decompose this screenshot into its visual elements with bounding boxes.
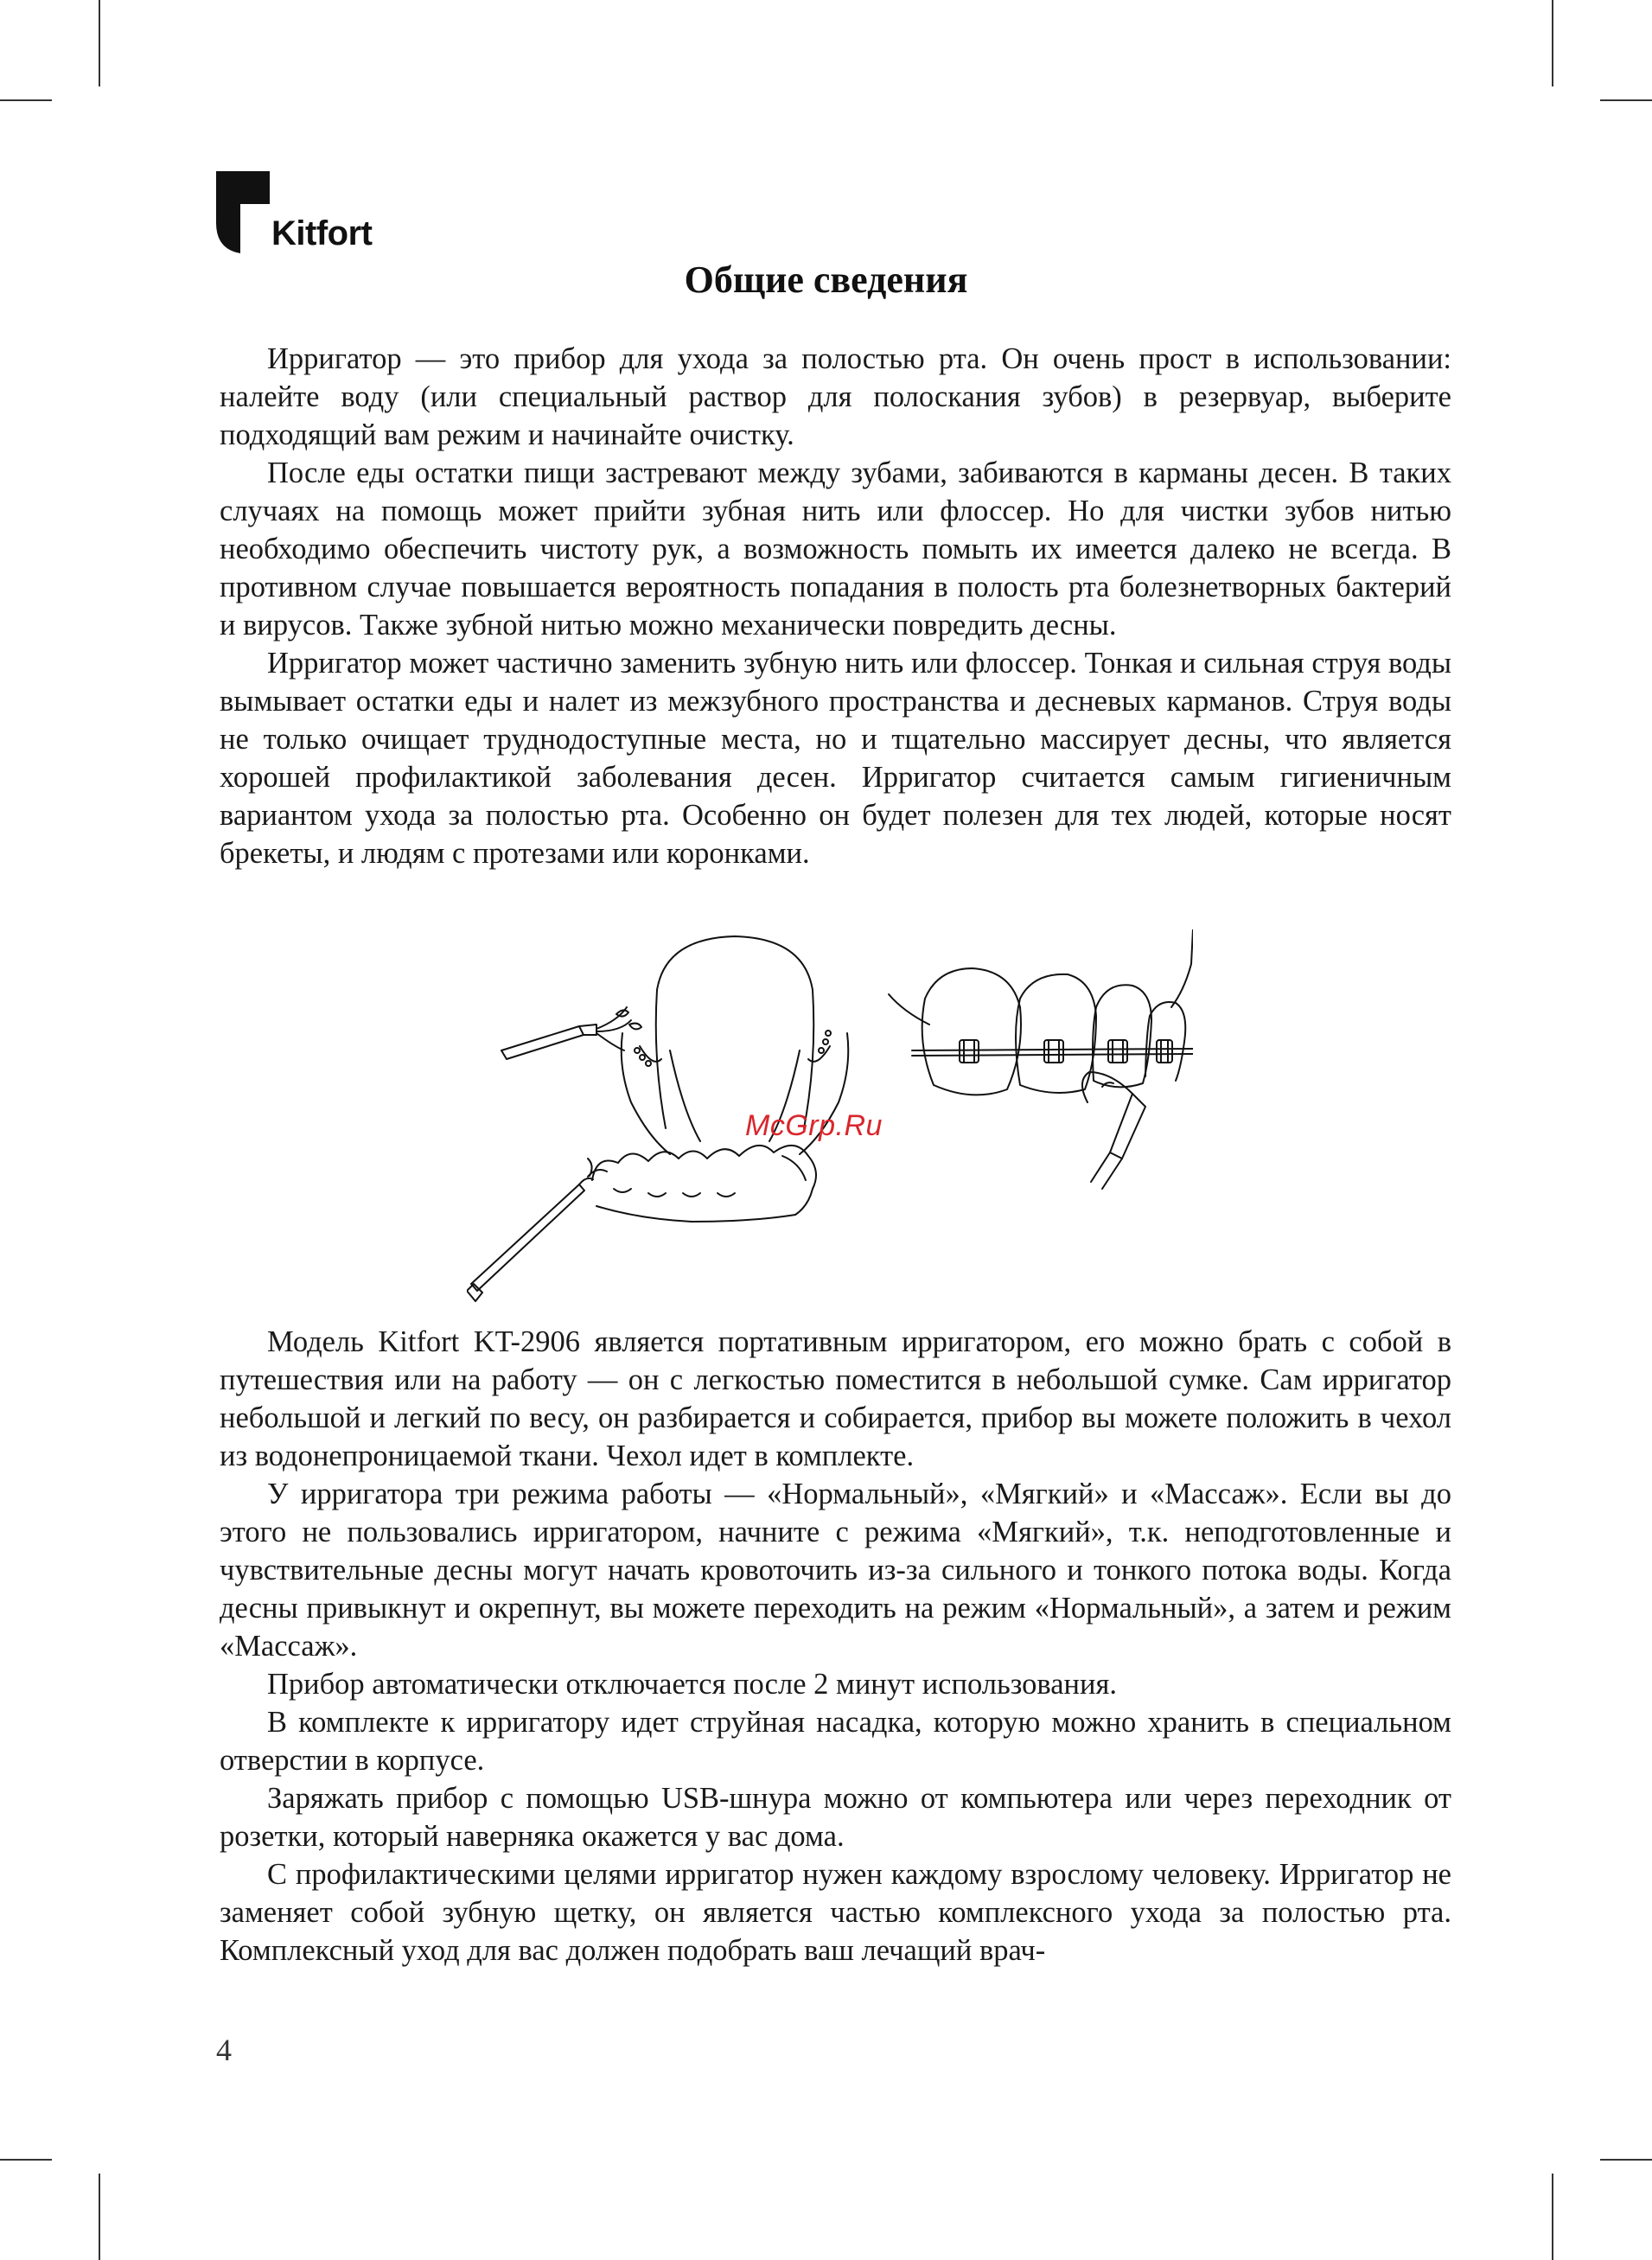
paragraph: У ирригатора три режима работы — «Нормальный», «Мягкий» и «Массаж». Если вы до этого не пользовались ирригатором, начните с режима «Мягкий», т.к. неподготовленные и чувствительные десны могут начать кровоточить из-за сильного и тонкого потока воды. Когда десны привыкнут и окрепнут, вы можете переходить на режим «Нормальный», а затем и режим «Массаж». xyxy=(220,1478,1451,1663)
logo-text: Kitfort xyxy=(271,214,373,252)
model-description-text xyxy=(220,1323,1451,1970)
paragraph: Модель Kitfort KT-2906 является портативным ирригатором, его можно брать с собой в путешествия или на работу — он с легкостью поместится в небольшой сумке. Сам ирригатор небольшой и легкий по весу, он разбирается и собирается, прибор вы можете положить в чехол из водонепроницаемой ткани. Чехол идет в комплекте. xyxy=(220,1325,1451,1472)
paragraph: Заряжать прибор с помощью USB-шнура можно от компьютера или через переходник от розетки, который наверняка окажется у вас дома. xyxy=(220,1782,1451,1853)
watermark: McGrp.Ru xyxy=(745,1109,883,1142)
crop-mark-bottom-right-horizontal xyxy=(1600,2159,1652,2161)
crop-mark-bottom-right-vertical xyxy=(1552,2174,1553,2260)
page-number: 4 xyxy=(216,2033,232,2067)
braces-teeth-drawing xyxy=(889,929,1193,1095)
irrigator-nozzle-bottom xyxy=(467,1159,607,1301)
crop-mark-bottom-left-horizontal xyxy=(0,2159,52,2161)
kitfort-logo xyxy=(216,171,372,253)
crop-mark-top-left-vertical xyxy=(99,0,100,86)
crop-mark-top-left-horizontal xyxy=(0,99,52,101)
paragraph: Ирригатор может частично заменить зубную нить или флоссер. Тонкая и сильная струя воды вымывает остатки еды и налет из межзубного пространства и десневых карманов. Струя воды не только очищает труднодоступные места, но и тщательно массирует десны, что является хорошей профилактикой заболевания десен. Ирригатор считается самым гигиеничным вариантом ухода за полостью рта. Особенно он будет полезен для тех людей, которые носят брекеты, и людям с протезами или коронками. xyxy=(220,647,1451,870)
irrigator-nozzle-top xyxy=(501,1007,641,1059)
paragraph: Прибор автоматически отключается после 2 минут использования. xyxy=(267,1668,1117,1701)
crop-mark-bottom-left-vertical xyxy=(99,2174,100,2260)
kitfort-logo-mark-icon xyxy=(216,171,270,253)
paragraph: В комплекте к ирригатору идет струйная насадка, которую можно хранить в специальном отверстии в корпусе. xyxy=(220,1706,1451,1777)
page-title: Общие сведения xyxy=(684,259,968,301)
crop-mark-top-right-horizontal xyxy=(1600,99,1652,101)
paragraph: После еды остатки пищи застревают между зубами, забиваются в карманы десен. В таких случаях на помощь может прийти зубная нить или флоссер. Но для чистки зубов нитью необходимо обеспечить чистоту рук, а возможность помыть их имеется далеко не всегда. В противном случае повышается вероятность попадания в полость рта болезнетворных бактерий и вирусов. Также зубной нитью можно механически повредить десны. xyxy=(220,456,1451,642)
irrigator-nozzle-braces xyxy=(1082,1072,1145,1189)
paragraph: Ирригатор — это прибор для ухода за полостью рта. Он очень прост в использовании: налейте воду (или специальный раствор для полоскания зубов) в резервуар, выберите подходящий вам режим и начинайте очистку. xyxy=(220,342,1451,451)
paragraph: С профилактическими целями ирригатор нужен каждому взрослому человеку. Ирригатор не заменяет собой зубную щетку, он является частью комплексного ухода за полостью рта. Комплексный уход для вас должен подобрать ваш лечащий врач- xyxy=(220,1858,1451,1967)
lower-jaw-drawing xyxy=(592,1146,816,1222)
crop-mark-top-right-vertical xyxy=(1552,0,1553,86)
intro-text xyxy=(220,340,1451,872)
